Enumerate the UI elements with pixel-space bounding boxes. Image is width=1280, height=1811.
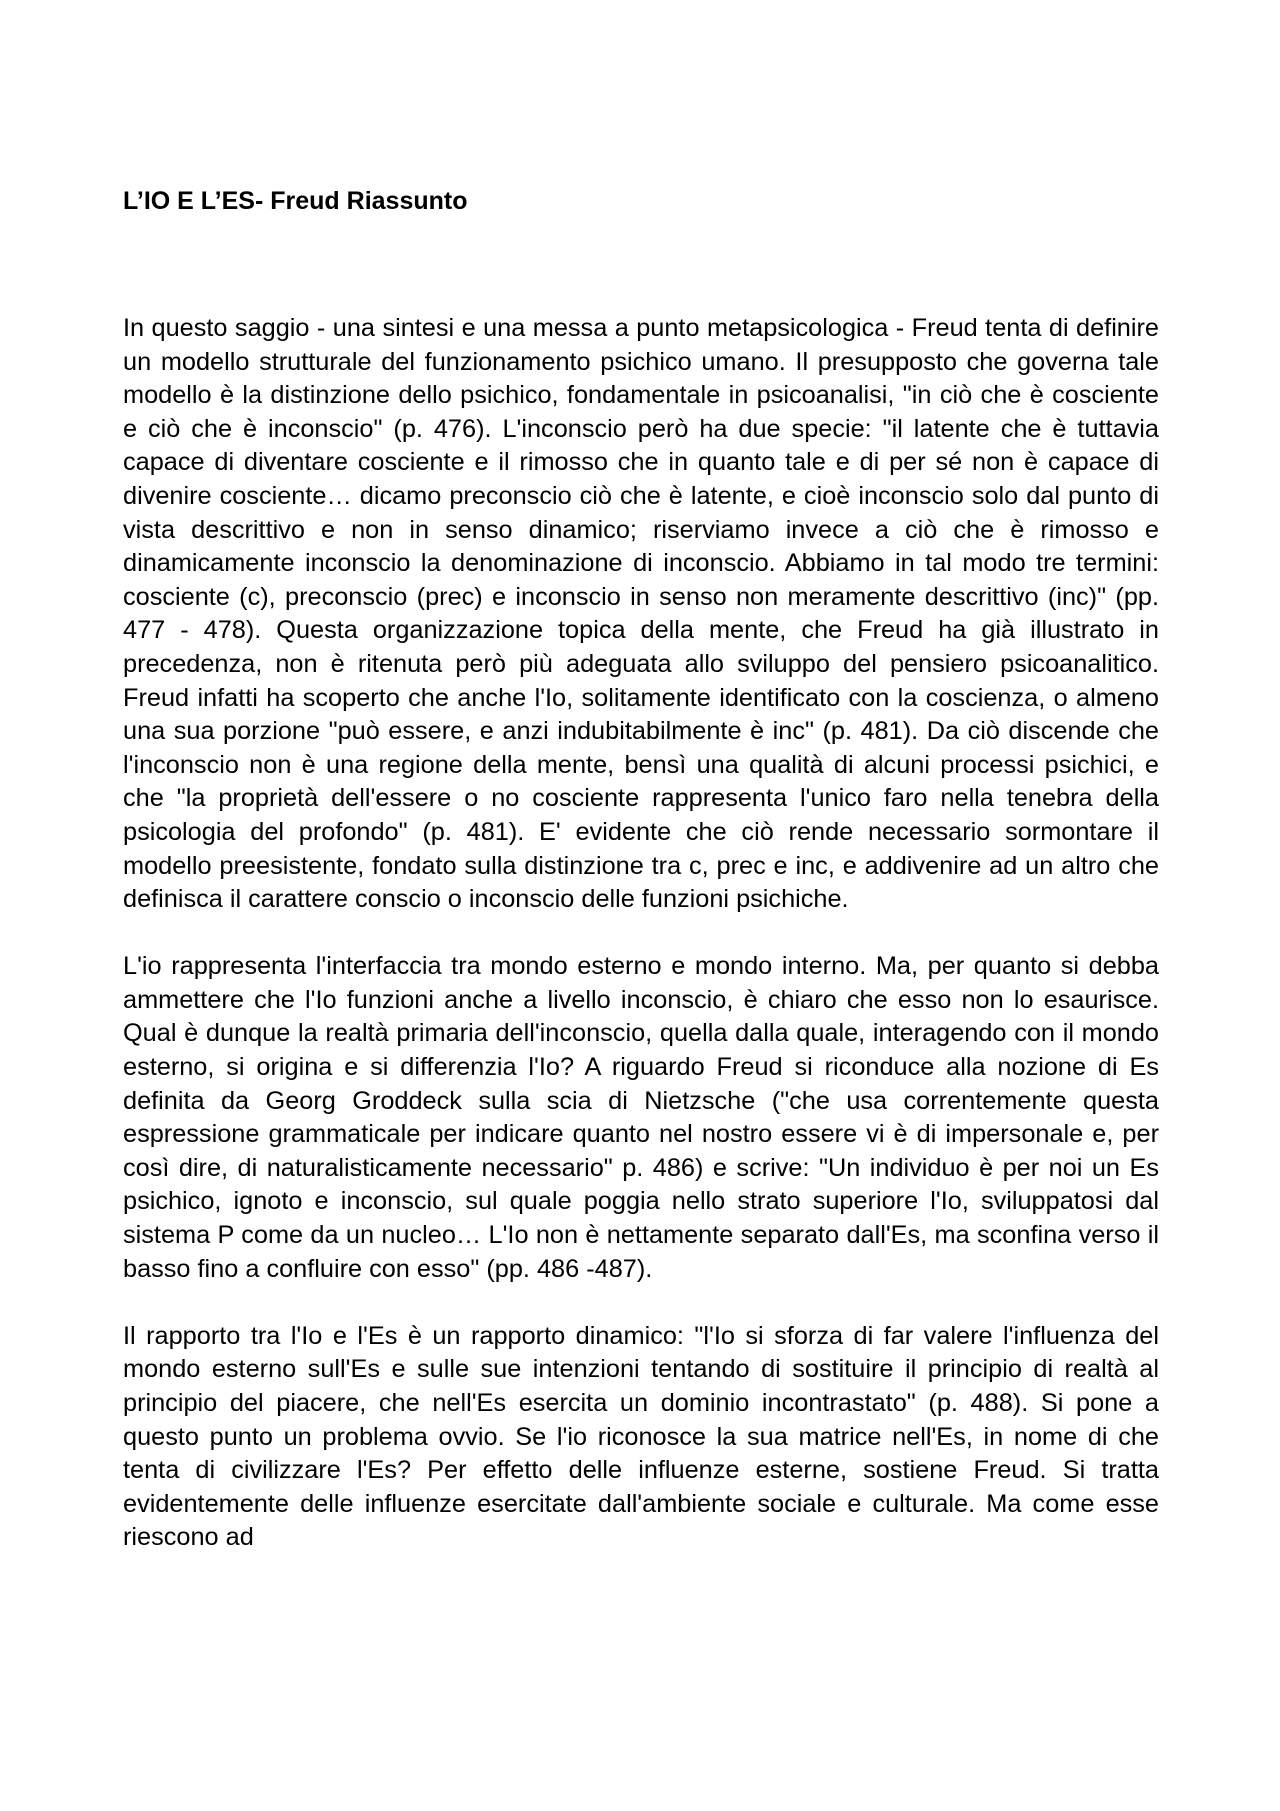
paragraph-3: Il rapporto tra l'Io e l'Es è un rapporto dinamico: "l'Io si sforza di far valere l'influenza del mondo esterno sull'Es e sulle sue intenzioni tentando di sostituire il principio di realtà al principio del piacere, che nell'Es esercita un dominio incontrastato" (p. 488). Si pone a questo punto un problema ovvio. Se l'io riconosce la sua matrice nell'Es, in nome di che tenta di civilizzare l'Es? Per effetto delle influenze esterne, sostiene Freud. Si tratta evidentemente delle influenze esercitate dall'ambiente sociale e culturale. Ma come esse riescono ad — [123, 1321, 1159, 1552]
document-title: L’IO E L’ES- Freud Riassunto — [123, 187, 468, 215]
document-body — [123, 312, 1159, 1555]
paragraph-2: L'io rappresenta l'interfaccia tra mondo esterno e mondo interno. Ma, per quanto si debba ammettere che l'Io funzioni anche a livello inconscio, è chiaro che esso non lo esaurisce. Qual è dunque la realtà primaria dell'inconscio, quella dalla quale, interagendo con il mondo esterno, si origina e si differenzia l'Io? A riguardo Freud si riconduce alla nozione di Es definita da Georg Groddeck sulla scia di Nietzsche ("che usa correntemente questa espressione grammaticale per indicare quanto nel nostro essere vi è di impersonale e, per così dire, di naturalisticamente necessario" p. 486) e scrive: "Un individuo è per noi un Es psichico, ignoto e inconscio, sul quale poggia nello strato superiore l'Io, sviluppatosi dal sistema P come da un nucleo… L'Io non è nettamente separato dall'Es, ma sconfina verso il basso fino a confluire con esso" (pp. 486 -487). — [123, 952, 1159, 1283]
paragraph-1: In questo saggio - una sintesi e una messa a punto metapsicologica - Freud tenta di definire un modello strutturale del funzionamento psichico umano. Il presupposto che governa tale modello è la distinzione dello psichico, fondamentale in psicoanalisi, "in ciò che è cosciente e ciò che è inconscio" (p. 476). L'inconscio però ha due specie: "il latente che è tuttavia capace di diventare cosciente e il rimosso che in quanto tale e di per sé non è capace di divenire cosciente… dicamo preconscio ciò che è latente, e cioè inconscio solo dal punto di vista descrittivo e non in senso dinamico; riserviamo invece a ciò che è rimosso e dinamicamente inconscio la denominazione di inconscio. Abbiamo in tal modo tre termini: cosciente (c), preconscio (prec) e inconscio in senso non meramente descrittivo (inc)" (pp. 477 - 478). Questa organizzazione topica della mente, che Freud ha già illustrato in precedenza, non è ritenuta però più adeguata allo sviluppo del pensiero psicoanalitico. Freud infatti ha scoperto che anche l'Io, solitamente identificato con la coscienza, o almeno una sua porzione "può essere, e anzi indubitabilmente è inc" (p. 481). Da ciò discende che l'inconscio non è una regione della mente, bensì una qualità di alcuni processi psichici, e che "la proprietà dell'essere o no cosciente rappresenta l'unico faro nella tenebra della psicologia del profondo" (p. 481). E' evidente che ciò rende necessario sormontare il modello preesistente, fondato sulla distinzione tra c, prec e inc, e addivenire ad un altro che definisca il carattere conscio o inconscio delle funzioni psichiche. — [123, 314, 1159, 914]
